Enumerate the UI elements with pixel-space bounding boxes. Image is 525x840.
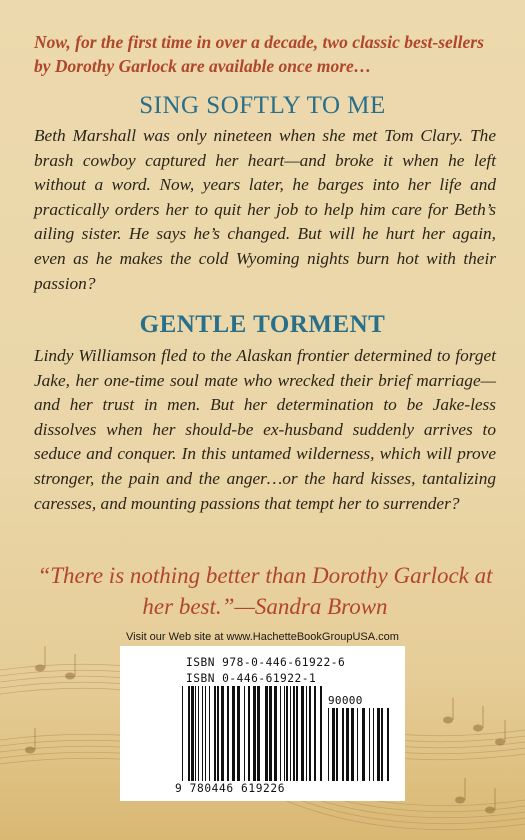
barcode-bar: [377, 708, 380, 781]
barcode-bar: [191, 686, 194, 781]
barcode-bar: [362, 708, 365, 781]
isbn10-label: ISBN 0-446-61922-1: [186, 672, 317, 685]
barcode-bar: [296, 686, 298, 781]
barcode-bar: [309, 686, 311, 781]
barcode-bar: [373, 708, 374, 781]
barcode-bar: [232, 686, 235, 781]
barcode-bar: [387, 708, 389, 781]
barcode-bar: [274, 686, 277, 781]
barcode-bar: [280, 686, 281, 781]
barcode-bar: [202, 686, 203, 781]
barcode-bar: [265, 686, 268, 781]
barcode-bar: [342, 708, 344, 781]
intro-blurb: Now, for the first time in over a decade, two classic best-sellers by Dorothy Garlock are available once more…: [34, 32, 484, 76]
barcode-bar: [195, 686, 196, 781]
barcode-bar: [357, 708, 358, 781]
barcode-bar: [188, 686, 190, 781]
barcode-bar: [253, 686, 256, 781]
barcode-bar: [221, 686, 224, 781]
review-quote: “There is nothing better than Dorothy Garlock at her best.”—Sandra Brown: [37, 563, 493, 619]
barcode-bar: [209, 686, 210, 781]
barcode-bar: [301, 686, 304, 781]
book1-description: Beth Marshall was only nineteen when she met Tom Clary. The brash cowboy captured her heart—and broke it when he left without a word. Now, years later, he barges into her life and practically orders her to quit her job to help him care for Beth’s ailing sister. He says he’s changed. But will he hurt her again, even as he makes the cold Wyoming nights burn hot with their passion?: [34, 126, 496, 293]
barcode-bar: [328, 708, 329, 781]
book1-title: SING SOFTLY TO ME: [139, 92, 386, 119]
barcode-bar: [269, 686, 272, 781]
barcode-bar: [284, 686, 285, 781]
book2-title: [0, 311, 525, 339]
barcode-bar: [336, 708, 338, 781]
barcode-digits: 9 780446 619226: [175, 782, 286, 795]
barcode-bar: [306, 686, 307, 781]
barcode-bar: [237, 686, 240, 781]
price-code: 90000: [328, 694, 363, 707]
barcode-bar: [346, 708, 349, 781]
barcode-bar: [182, 686, 183, 781]
website-line: Visit our Web site at www.HachetteBookGroupUSA.com: [126, 631, 399, 643]
barcode-bar: [381, 708, 383, 781]
barcode-bar: [332, 708, 335, 781]
barcode-bar: [257, 686, 260, 781]
book2-title-text: GENTLE TORMENT: [139, 311, 386, 338]
book2-description: Lindy Williamson fled to the Alaskan frontier determined to forget Jake, her one-time soul mate who wrecked their brief marriage—and her trust in men. But her determination to be Jake-less dissolves when her should-be ex-husband suddenly arrives to seduce and conquer. In this untamed wilderness, which will prove stronger, the pain and the anger…or the hard kisses, tantalizing caresses, and mounting passions that tempt her to surrender?: [34, 346, 496, 513]
barcode-bar: [217, 686, 219, 781]
barcode-bar: [351, 708, 354, 781]
barcode-bar: [290, 686, 291, 781]
barcode-bar: [286, 686, 288, 781]
barcode-bar: [314, 686, 316, 781]
barcode-bar: [320, 686, 322, 781]
barcode-graphic: [120, 646, 405, 801]
barcode-bar: [205, 686, 206, 781]
barcode-bar: [244, 686, 245, 781]
barcode-box: [120, 646, 405, 801]
barcode-bar: [214, 686, 216, 781]
barcode-bar: [248, 686, 250, 781]
isbn13-label: ISBN 978-0-446-61922-6: [186, 656, 346, 669]
barcode-bar: [227, 686, 229, 781]
barcode-bar: [198, 686, 199, 781]
barcode-bar: [369, 708, 370, 781]
barcode-bar: [293, 686, 295, 781]
